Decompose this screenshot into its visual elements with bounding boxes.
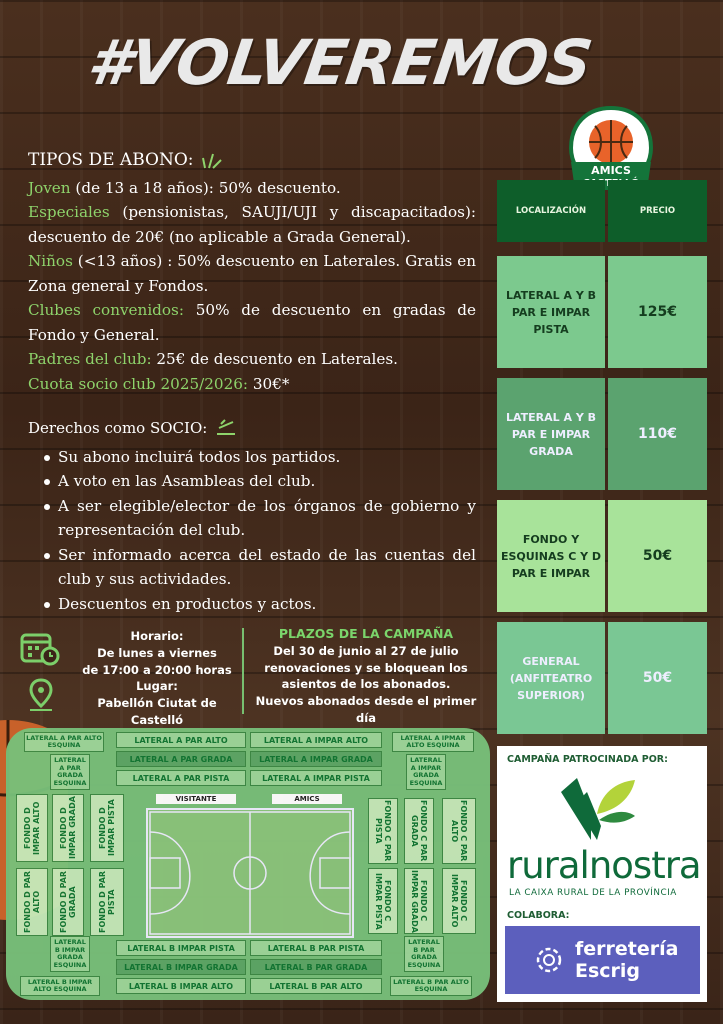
zone-lateral: LATERAL A IMPAR ALTO bbox=[250, 732, 382, 748]
price-table bbox=[497, 180, 707, 744]
zone-corner: LATERAL B PAR ALTO ESQUINA bbox=[390, 976, 472, 996]
zone-lateral: LATERAL B PAR PISTA bbox=[250, 940, 382, 956]
zone-fondo: FONDO D IMPAR ALTO bbox=[16, 794, 48, 862]
derechos-section bbox=[28, 416, 476, 616]
zone-fondo: FONDO D PAR ALTO bbox=[16, 868, 48, 936]
ferreteria-name: Escrig bbox=[575, 960, 641, 982]
derechos-heading: Derechos como SOCIO: bbox=[28, 419, 208, 437]
horario-hours: de 17:00 a 20:00 horas bbox=[82, 662, 232, 677]
derechos-heading-row bbox=[28, 416, 476, 441]
table-row bbox=[497, 622, 707, 734]
horario-label: Horario: bbox=[130, 629, 184, 643]
zone-lateral: LATERAL A IMPAR PISTA bbox=[250, 770, 382, 786]
sparkle-icon bbox=[201, 150, 223, 170]
zone-corner: LATERAL A IMPAR GRADA ESQUINA bbox=[406, 754, 446, 790]
abono-info bbox=[28, 148, 476, 616]
tipo-label: Joven bbox=[28, 178, 71, 197]
row-price: 50€ bbox=[608, 500, 707, 612]
tipo-text: 25€ de descuento en Laterales. bbox=[151, 350, 398, 368]
zone-corner: LATERAL B PAR GRADA ESQUINA bbox=[404, 936, 444, 972]
column-header: LOCALIZACIÓN bbox=[497, 180, 605, 242]
seating-map bbox=[6, 728, 490, 1000]
zone-lateral: LATERAL A PAR GRADA bbox=[116, 751, 246, 767]
derechos-list bbox=[28, 445, 476, 617]
list-item: A voto en las Asambleas del club. bbox=[28, 469, 476, 494]
row-location: LATERAL A Y B PAR E IMPAR PISTA bbox=[497, 256, 605, 368]
zone-lateral: LATERAL B PAR GRADA bbox=[250, 959, 382, 975]
lugar-label: Lugar: bbox=[136, 679, 178, 694]
plazos-line: asientos de los abonados. bbox=[281, 677, 451, 692]
location-pin-icon bbox=[28, 678, 54, 712]
column-header: PRECIO bbox=[608, 180, 707, 242]
campaign-title: #VOLVEREMOS bbox=[83, 26, 596, 99]
row-price: 125€ bbox=[608, 256, 707, 368]
gear-icon bbox=[533, 944, 565, 976]
ferreteria-logo bbox=[505, 926, 700, 994]
list-item: Su abono incluirá todos los partidos. bbox=[28, 445, 476, 470]
team-label: VISITANTE bbox=[156, 794, 236, 804]
plazos-line: Nuevos abonados desde el primer día bbox=[255, 694, 477, 725]
horario-days: De lunes a viernes bbox=[97, 645, 217, 660]
list-item: Descuentos en productos y actos. bbox=[28, 592, 476, 617]
tipo-padres bbox=[28, 347, 476, 372]
plazos bbox=[246, 626, 486, 727]
lugar-value: Pabellón Ciutat de Castelló bbox=[97, 696, 217, 727]
basketball-court bbox=[146, 808, 354, 938]
zone-fondo: FONDO C IMPAR ALTO bbox=[442, 868, 476, 934]
sponsor-subtitle: LA CAIXA RURAL DE LA PROVÍNCIA bbox=[509, 888, 677, 898]
tipo-text: (de 13 a 18 años): 50% descuento. bbox=[70, 178, 341, 197]
zone-lateral: LATERAL B IMPAR PISTA bbox=[116, 940, 246, 956]
zone-fondo: FONDO C PAR PISTA bbox=[368, 798, 398, 864]
zone-lateral: LATERAL A PAR PISTA bbox=[116, 770, 246, 786]
zone-fondo: FONDO D IMPAR GRADA bbox=[52, 794, 84, 862]
tipo-ninos bbox=[28, 249, 476, 298]
zone-lateral: LATERAL B IMPAR GRADA bbox=[116, 959, 246, 975]
tipo-text: 50% de descuento en gradas de Fondo y General. bbox=[28, 301, 477, 344]
zone-fondo: FONDO C PAR GRADA bbox=[404, 798, 434, 864]
row-price: 110€ bbox=[608, 378, 707, 490]
row-location: LATERAL A Y B PAR E IMPAR GRADA bbox=[497, 378, 605, 490]
tipo-clubes bbox=[28, 298, 476, 347]
sponsor-panel bbox=[497, 746, 707, 1002]
zone-lateral: LATERAL B IMPAR ALTO bbox=[116, 978, 246, 994]
zone-corner: LATERAL A PAR GRADA ESQUINA bbox=[50, 754, 90, 790]
tipos-heading-row bbox=[28, 148, 476, 173]
tipo-text: (pensionistas, SAUJI/UJI y discapacitados): descuento de 20€ (no aplicable a Grada General). bbox=[28, 203, 476, 246]
plazos-title: PLAZOS DE LA CAMPAÑA bbox=[278, 626, 454, 641]
zone-corner: LATERAL A PAR ALTO ESQUINA bbox=[24, 732, 104, 752]
logo-text: AMICS bbox=[591, 164, 631, 177]
team-label: AMICS bbox=[272, 794, 342, 804]
tipo-label: Niños bbox=[28, 252, 73, 270]
list-item: Ser informado acerca del estado de las cuentas del club y sus actividades. bbox=[28, 543, 476, 592]
tipo-label: Padres del club: bbox=[28, 350, 152, 368]
info-block bbox=[20, 626, 490, 727]
zone-corner: LATERAL B IMPAR GRADA ESQUINA bbox=[50, 936, 90, 972]
tipo-cuota bbox=[28, 372, 476, 397]
table-row bbox=[497, 256, 707, 368]
tipo-especiales bbox=[28, 200, 476, 249]
tipos-heading: TIPOS DE ABONO: bbox=[28, 150, 194, 170]
horario bbox=[72, 628, 242, 729]
zone-fondo: FONDO D PAR PISTA bbox=[90, 868, 124, 936]
plazos-line: renovaciones y se bloquean los bbox=[264, 660, 468, 675]
tipo-joven bbox=[28, 176, 476, 201]
sponsor-title: CAMPAÑA PATROCINADA POR: bbox=[507, 754, 668, 765]
zone-corner: LATERAL A IPMAR ALTO ESQUINA bbox=[392, 732, 474, 752]
plazos-line: Del 30 de junio al 27 de julio bbox=[273, 643, 459, 658]
list-item: A ser elegible/elector de los órganos de gobierno y representación del club. bbox=[28, 494, 476, 543]
sponsor-name: ruralnostra bbox=[507, 844, 701, 887]
zone-lateral: LATERAL B PAR ALTO bbox=[250, 978, 382, 994]
ferreteria-name: ferretería bbox=[575, 938, 679, 960]
sparkle-icon bbox=[215, 418, 237, 438]
tipo-label: Especiales bbox=[28, 203, 110, 221]
divider bbox=[242, 628, 244, 714]
zone-fondo: FONDO D PAR GRADA bbox=[52, 868, 84, 936]
court-lines bbox=[148, 810, 352, 936]
colabora-label: COLABORA: bbox=[507, 910, 570, 921]
calendar-clock-icon bbox=[20, 630, 60, 666]
zone-fondo: FONDO C IMPAR GRADA bbox=[404, 868, 434, 934]
zone-corner: LATERAL B IMPAR ALTO ESQUINA bbox=[20, 976, 100, 996]
zone-fondo: FONDO C IMPAR PISTA bbox=[368, 868, 398, 934]
ruralnostra-leaf-icon bbox=[557, 774, 637, 844]
tipo-label: Clubes convenidos: bbox=[28, 301, 184, 319]
zone-fondo: FONDO D IMPAR PISTA bbox=[90, 794, 124, 862]
tipo-text: 30€* bbox=[248, 374, 290, 393]
row-location: FONDO Y ESQUINAS C Y D PAR E IMPAR bbox=[497, 500, 605, 612]
row-price: 50€ bbox=[608, 622, 707, 734]
tipo-text: (<13 años) : 50% descuento en Laterales. Gratis en Zona general y Fondos. bbox=[28, 252, 476, 295]
table-header bbox=[497, 180, 707, 242]
zone-fondo: FONDO C PAR ALTO bbox=[442, 798, 476, 864]
tipo-label: Cuota socio club 2025/2026: bbox=[28, 374, 249, 393]
table-row bbox=[497, 500, 707, 612]
row-location: GENERAL (ANFITEATRO SUPERIOR) bbox=[497, 622, 605, 734]
table-row bbox=[497, 378, 707, 490]
zone-lateral: LATERAL A PAR ALTO bbox=[116, 732, 246, 748]
zone-lateral: LATERAL A IMPAR GRADA bbox=[250, 751, 382, 767]
